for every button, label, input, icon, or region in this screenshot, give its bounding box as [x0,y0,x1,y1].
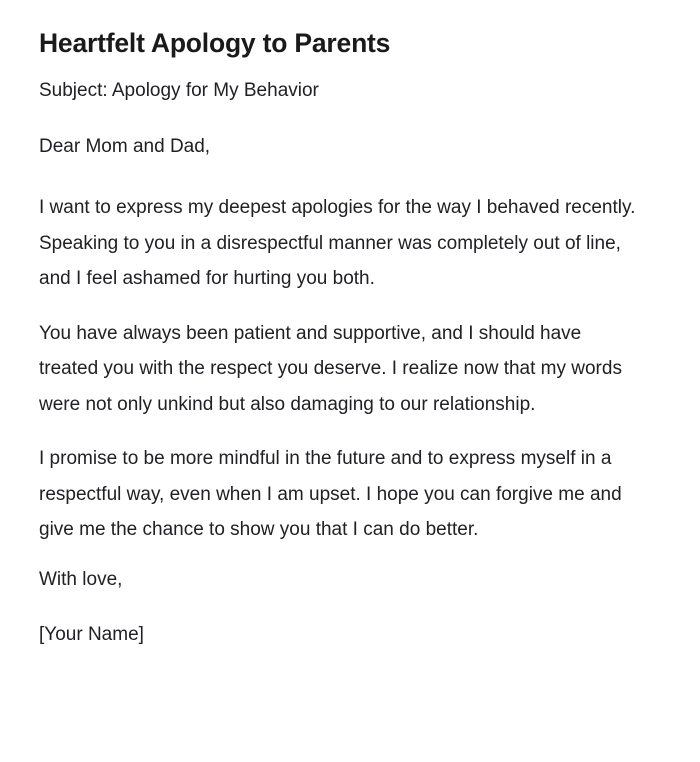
salutation: Dear Mom and Dad, [39,136,211,157]
subject-line: Subject: Apology for My Behavior [39,80,319,101]
signature-placeholder: [Your Name] [39,623,144,645]
body-paragraph-3: I promise to be more mindful in the future and to express myself in a respectful way, even when I am upset. I hope you can forgive me and give me the chance to show you that I can do better. [39,448,622,540]
page-title: Heartfelt Apology to Parents [39,28,391,58]
body-paragraph-2: You have always been patient and supportive, and I should have treated you with the respect you deserve. I realize now that my words were not only unkind but also damaging to our relationship. [39,322,622,415]
body-paragraph-1: I want to express my deepest apologies for the way I behaved recently. Speaking to you in a disrespectful manner was completely out of line, and I feel ashamed for hurting you both. [39,197,636,289]
closing-line: With love, [39,568,123,590]
